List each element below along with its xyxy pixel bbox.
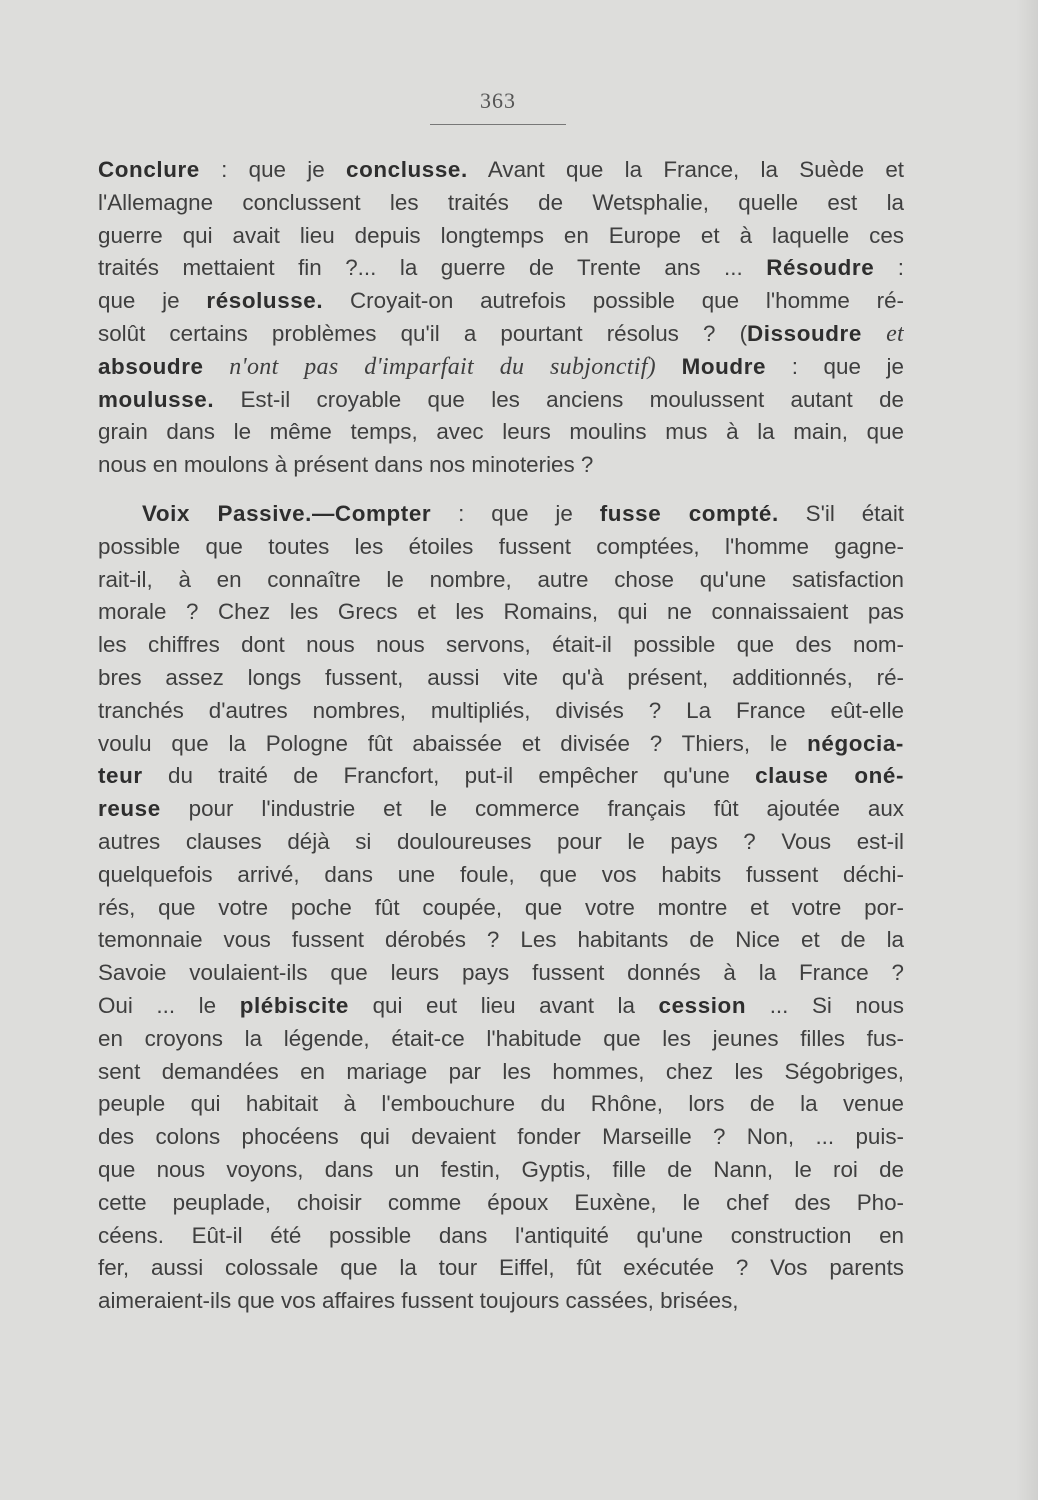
text-run: bres assez longs fussent, aussi vite qu'à présent, additionnés, ré-: [98, 664, 904, 690]
text-run: que je: [98, 288, 207, 314]
text-line: [98, 596, 904, 629]
text-run: possible que toutes les étoiles fussent comptées, l'homme gagne-: [98, 533, 904, 559]
text-run: rés, que votre poche fût coupée, que votre montre et votre por-: [98, 894, 904, 920]
text-line: [98, 564, 904, 597]
text-run: guerre qui avait lieu depuis longtemps en Europe et à laquelle ces: [98, 222, 904, 248]
bold-term: fusse compté.: [599, 500, 779, 526]
text-line: [98, 793, 904, 826]
paragraph-passive-voice: [98, 498, 904, 1318]
text-run: en croyons la légende, était-ce l'habitude que les jeunes filles fus-: [98, 1025, 904, 1051]
text-line: [98, 252, 904, 285]
text-run: temonnaie vous fussent dérobés ? Les habitants de Nice et de la: [98, 927, 904, 953]
bold-term: Conclure: [98, 157, 200, 182]
text-line: [98, 384, 904, 417]
text-run: [862, 321, 886, 346]
bold-term: résolusse.: [206, 288, 324, 314]
text-run: l'Allemagne conclussent les traités de Wetsphalie, quelle est la: [98, 189, 904, 215]
text-line: [98, 1056, 904, 1089]
text-run: Savoie voulaient-ils que leurs pays fussent donnés à la France ?: [98, 960, 904, 986]
text-run: morale ? Chez les Grecs et les Romains, qui ne connaissaient pas: [98, 599, 904, 625]
text-line: [98, 695, 904, 728]
italic-note: et: [886, 320, 904, 347]
bold-term: Résoudre: [766, 255, 875, 281]
text-run: [204, 354, 230, 379]
text-line: [98, 760, 904, 793]
text-line: [98, 1187, 904, 1220]
text-run: ... Si nous: [746, 992, 904, 1018]
text-run: céens. Eût-il été possible dans l'antiquité qu'une construction en: [98, 1222, 904, 1248]
text-run: quelquefois arrivé, dans une foule, que vos habits fussent déchi-: [98, 861, 904, 887]
text-run: : que je: [199, 157, 347, 182]
text-line: [98, 629, 904, 662]
italic-note: n'ont pas d'imparfait du subjonctif): [229, 353, 656, 380]
text-run: Oui ... le: [98, 992, 240, 1018]
bold-term: plébiscite: [239, 992, 349, 1018]
text-run: Est-il croyable que les anciens moulussent autant de: [214, 386, 904, 412]
text-run: cette peuplade, choisir comme époux Euxène, le chef des Pho-: [98, 1189, 904, 1215]
text-line: [98, 498, 904, 531]
text-run: S'il était: [778, 500, 904, 526]
text-run: sent demandées en mariage par les hommes, chez les Ségobriges,: [98, 1058, 904, 1084]
text-line: [98, 351, 904, 384]
text-run: du traité de Francfort, put-il empêcher qu'une: [142, 763, 756, 789]
text-line: [98, 220, 904, 253]
text-run: des colons phocéens qui devaient fonder Marseille ? Non, ... puis-: [98, 1124, 904, 1150]
text-run: grain dans le même temps, avec leurs moulins mus à la main, que: [98, 419, 904, 445]
text-line: [98, 416, 904, 449]
text-run: qui eut lieu avant la: [348, 992, 659, 1018]
text-line: [98, 1154, 904, 1187]
text-run: : que je: [766, 353, 904, 379]
bold-term: absoudre: [98, 353, 204, 379]
text-line: [98, 1220, 904, 1253]
text-line: [98, 318, 904, 351]
text-run: pour l'industrie et le commerce français fût ajoutée aux: [160, 796, 904, 822]
text-line: [98, 531, 904, 564]
paragraph-gap: [98, 482, 904, 498]
text-run: nous en moulons à présent dans nos minoteries ?: [98, 452, 594, 478]
bold-term: Dissoudre: [747, 320, 862, 346]
text-run: tranchés d'autres nombres, multipliés, divisés ? La France eût-elle: [98, 697, 904, 723]
bold-term: Moudre: [681, 353, 767, 379]
text-line: [98, 187, 904, 220]
text-run: traités mettaient fin ?... la guerre de Trente ans ...: [98, 255, 767, 281]
text-line: [98, 826, 904, 859]
text-run: rait-il, à en connaître le nombre, autre chose qu'une satisfaction: [98, 566, 904, 592]
text-run: Croyait-on autrefois possible que l'homme ré-: [323, 288, 904, 314]
text-run: : que je: [431, 500, 600, 526]
bold-term: conclusse.: [346, 157, 468, 182]
text-run: fer, aussi colossale que la tour Eiffel, fût exécutée ? Vos parents: [98, 1255, 904, 1281]
text-line: [98, 1023, 904, 1056]
text-line: [98, 1121, 904, 1154]
text-run: voulu que la Pologne fût abaissée et divisée ? Thiers, le: [98, 730, 808, 756]
paragraph-conjugation-examples: [98, 154, 904, 482]
page-body-text: [98, 154, 904, 1318]
text-run: les chiffres dont nous nous servons, était-il possible que des nom-: [98, 632, 904, 658]
text-line: [98, 154, 904, 187]
text-run: aimeraient-ils que vos affaires fussent toujours cassées, brisées,: [98, 1288, 739, 1314]
text-line: [98, 859, 904, 892]
text-line: [98, 728, 904, 761]
bold-term: cession: [658, 992, 747, 1018]
bold-term: moulusse.: [98, 386, 215, 412]
bold-term: négocia-: [807, 730, 904, 756]
text-run: solût certains problèmes qu'il a pourtant résolus ? (: [98, 320, 748, 346]
text-run: [656, 354, 682, 379]
header-rule: [430, 124, 566, 125]
text-run: :: [874, 255, 904, 281]
text-line: [98, 1285, 904, 1318]
text-run: Avant que la France, la Suède et: [467, 157, 904, 182]
text-run: autres clauses déjà si douloureuses pour le pays ? Vous est-il: [98, 828, 904, 854]
bold-term: reuse: [98, 796, 161, 822]
text-line: [98, 957, 904, 990]
text-line: [98, 662, 904, 695]
page-number: 363: [480, 88, 516, 113]
bold-term: Voix Passive.—Compter: [142, 500, 432, 526]
text-line: [98, 924, 904, 957]
text-line: [98, 892, 904, 925]
bold-term: clause oné-: [755, 763, 904, 789]
bold-term: teur: [98, 763, 143, 789]
page-edge-shadow: [1016, 0, 1038, 1500]
text-line: [98, 1088, 904, 1121]
text-line: [98, 990, 904, 1023]
text-line: [98, 285, 904, 318]
text-line: [98, 449, 904, 482]
text-run: que nous voyons, dans un festin, Gyptis, fille de Nann, le roi de: [98, 1156, 904, 1182]
text-line: [98, 1252, 904, 1285]
text-run: peuple qui habitait à l'embouchure du Rhône, lors de la venue: [98, 1091, 904, 1117]
